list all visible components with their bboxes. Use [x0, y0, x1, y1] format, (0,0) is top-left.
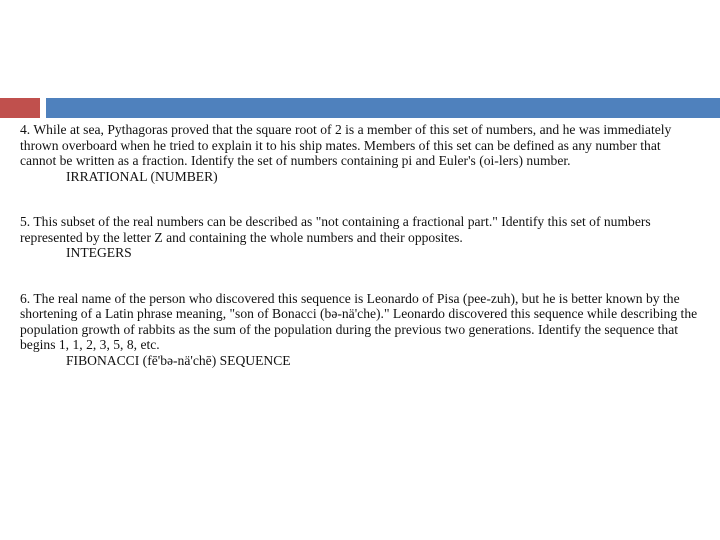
answer-text: IRRATIONAL (NUMBER)	[66, 168, 218, 184]
question-item-6	[20, 291, 700, 369]
answer-text: FIBONACCI (fē'bə-nä'chē) SEQUENCE	[66, 352, 291, 368]
question-text: 5. This subset of the real numbers can be described as "not containing a fractional part." Identify this set of numbers represented by the letter Z and containing the whole numbers and their opposites.	[20, 214, 651, 245]
question-item-5	[20, 214, 700, 261]
question-text: 4. While at sea, Pythagoras proved that the square root of 2 is a member of this set of numbers, and he was immediately thrown overboard when he tried to explain it to his ship mates. Members of this set can be defined as any number that cannot be written as a fraction. Identify the set of numbers containing pi and Euler's (oi-lers) number.	[20, 122, 672, 168]
answer-text: INTEGERS	[66, 245, 132, 260]
question-text: 6. The real name of the person who discovered this sequence is Leonardo of Pisa (pee-zuh), but he is better known by the shortening of a Latin phrase meaning, "son of Bonacci (bə-nä'che)." Leonardo discovered this sequence while describing the population growth of rabbits as the sum of the population during the previous two generations. Identify the sequence that begins 1, 1, 2, 3, 5, 8, etc.	[20, 290, 698, 352]
question-item-4	[20, 122, 700, 184]
slide-content	[20, 122, 700, 368]
accent-bar-top	[46, 98, 720, 118]
accent-bar-left	[0, 98, 40, 118]
